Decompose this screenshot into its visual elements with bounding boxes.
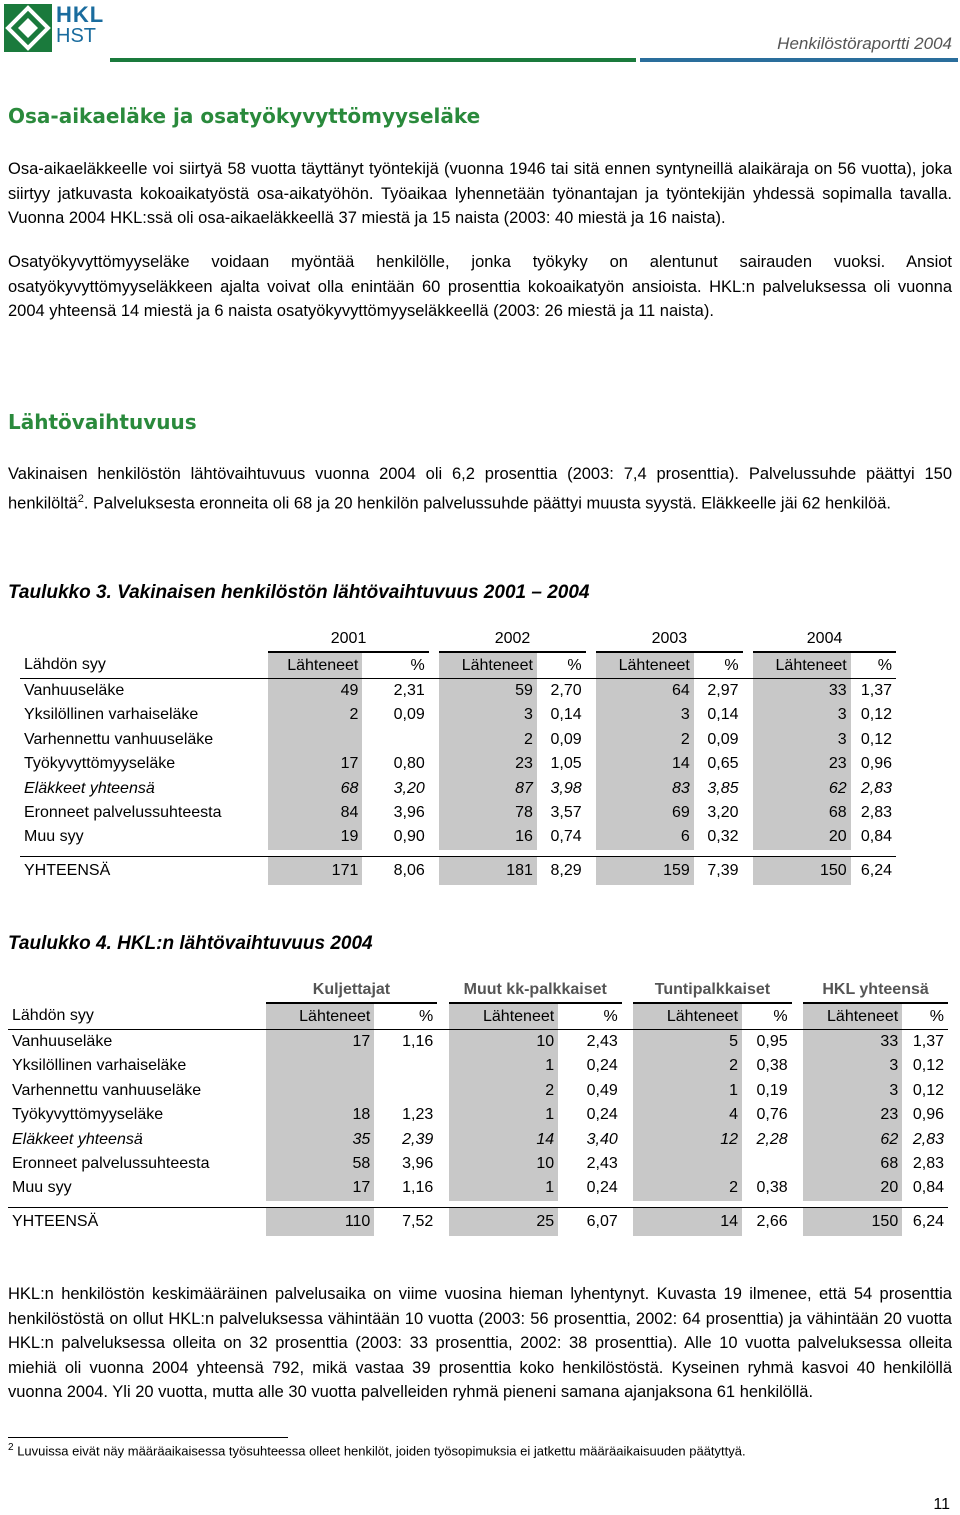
- row-label: Vanhuuseläke: [24, 681, 125, 699]
- col-header: Lähteneet: [449, 1003, 558, 1029]
- paragraph-service-time: HKL:n henkilöstön keskimääräinen palvelusaika on viime vuosina hieman lyhentynyt. Kuvasta 19 ilmenee, että 54 prosenttia henkilöstöstä on ollut HKL:n palveluksessa vähintään 10 vuotta (2003: 56 prosenttia, 2002: 64 prosenttia) ja vähintään 20 vuotta HKL:n palveluksessa olleita on 32 prosenttia (2003: 33 prosenttia, 2002: 38 prosenttia). Alle 10 vuotta palveluksessa olleita miehiä oli vuonna 2004 yhteensä 792, mikä vastaa 39 prosenttia koko henkilöstöstä. Kyseinen ryhmä kasvoi 40 henkilöllä vuonna 2004. Yli 20 vuotta, mutta alle 30 vuotta palvelleiden ryhmä pieneni samana ajanjaksona 61 henkilöllä.: [8, 1285, 952, 1401]
- page-number: 11: [933, 1496, 950, 1513]
- row-label: Muu syy: [12, 1179, 72, 1197]
- row-label: Varhennettu vanhuuseläke: [24, 730, 214, 748]
- col-header: %: [742, 1003, 792, 1029]
- column-gap: [586, 752, 597, 776]
- cell-count: [268, 728, 362, 752]
- cell-percent: 0,24: [586, 1179, 618, 1197]
- cell-percent: 0,24: [586, 1106, 618, 1124]
- column-gap: [622, 1029, 633, 1054]
- cell-count: [266, 1079, 375, 1103]
- cell-count: 19: [268, 825, 362, 849]
- cell-count: 23: [803, 1103, 902, 1127]
- cell-count: 2: [633, 1176, 742, 1200]
- column-gap: [429, 801, 440, 825]
- col-header: Lähteneet: [753, 652, 851, 678]
- cell-count: 1: [633, 1079, 742, 1103]
- table4-group-row: [8, 978, 948, 1003]
- column-gap: [586, 678, 597, 703]
- cell-count: [266, 1054, 375, 1078]
- column-gap: [792, 1152, 803, 1176]
- table4-group: Muut kk-palkkaiset: [449, 978, 622, 1003]
- column-gap: [429, 825, 440, 849]
- cell-count: 78: [439, 801, 537, 825]
- cell-count: 3: [803, 1079, 902, 1103]
- page-header: [0, 0, 960, 66]
- cell-percent: 6,24: [851, 856, 896, 885]
- column-gap: [743, 801, 754, 825]
- column-gap: [437, 1079, 448, 1103]
- cell-percent: 0,12: [912, 1057, 944, 1075]
- cell-percent: 0,96: [912, 1106, 944, 1124]
- cell-count: 14: [633, 1207, 742, 1236]
- logo-wordmark: [56, 4, 104, 46]
- cell-count: [633, 1152, 742, 1176]
- column-gap: [792, 1207, 803, 1236]
- column-gap: [622, 1079, 633, 1103]
- cell-percent: 0,74: [550, 828, 582, 846]
- row-label: Muu syy: [24, 828, 84, 846]
- cell-count: 68: [268, 776, 362, 800]
- table3-group: 2003: [596, 627, 742, 652]
- cell-percent: 1,23: [402, 1106, 434, 1124]
- cell-percent: 2,83: [860, 803, 892, 821]
- col-header: %: [902, 1003, 948, 1029]
- cell-count: 64: [596, 678, 694, 703]
- cell-percent: 2,31: [393, 681, 425, 699]
- cell-count: 110: [266, 1207, 375, 1236]
- logo-hst: HST: [56, 25, 96, 47]
- cell-count: 59: [439, 678, 537, 703]
- cell-count: 23: [753, 752, 851, 776]
- column-gap: [743, 728, 754, 752]
- column-gap: [792, 1029, 803, 1054]
- cell-percent: 0,14: [550, 706, 582, 724]
- cell-percent: 0,19: [756, 1081, 788, 1099]
- row-label: Vanhuuseläke: [12, 1032, 113, 1050]
- table3-group-row: [20, 627, 896, 652]
- column-gap: [622, 1103, 633, 1127]
- cell-percent: 2,83: [860, 779, 892, 797]
- cell-percent: 0,80: [393, 755, 425, 773]
- column-gap: [586, 703, 597, 727]
- cell-count: 159: [596, 856, 694, 885]
- table-row: [8, 1152, 948, 1176]
- cell-percent: 7,52: [374, 1207, 437, 1236]
- cell-percent: 3,96: [393, 803, 425, 821]
- cell-count: 12: [633, 1127, 742, 1151]
- cell-percent: 3,98: [550, 779, 582, 797]
- cell-percent: 0,09: [550, 730, 582, 748]
- row-label: Työkyvyttömyyseläke: [24, 755, 176, 773]
- cell-percent: 0,65: [707, 755, 739, 773]
- cell-percent: 3,57: [550, 803, 582, 821]
- row-label: Yksilöllinen varhaiseläke: [24, 706, 199, 724]
- cell-percent: 0,09: [393, 706, 425, 724]
- cell-count: 17: [266, 1029, 375, 1054]
- header-rule-blue: [640, 58, 958, 62]
- footnote-ref: 2: [77, 492, 84, 505]
- column-gap: [586, 825, 597, 849]
- table4-row-header: Lähdön syy: [8, 1003, 266, 1029]
- column-gap: [437, 1152, 448, 1176]
- cell-count: 20: [753, 825, 851, 849]
- column-gap: [437, 1029, 448, 1054]
- footnote-text: Luvuissa eivät näy määräaikaisessa työsuhteessa olleet henkilöt, joiden työsopimuksia ei jatkettu määräaikaisuuden päätyttyä.: [17, 1443, 746, 1459]
- column-gap: [622, 1152, 633, 1176]
- column-gap: [622, 1176, 633, 1200]
- row-label: Eläkkeet yhteensä: [24, 779, 155, 797]
- column-gap: [743, 825, 754, 849]
- cell-percent: 0,84: [912, 1179, 944, 1197]
- cell-count: 10: [449, 1152, 558, 1176]
- cell-percent: 3,40: [586, 1130, 618, 1148]
- cell-percent: 0,12: [860, 730, 892, 748]
- cell-count: 2: [439, 728, 537, 752]
- cell-percent: 0,90: [393, 828, 425, 846]
- column-gap: [586, 856, 597, 885]
- column-gap: [437, 1127, 448, 1151]
- table-row: [20, 776, 896, 800]
- column-gap: [743, 776, 754, 800]
- cell-count: 69: [596, 801, 694, 825]
- table-row: [8, 1054, 948, 1078]
- cell-percent: 0,38: [756, 1179, 788, 1197]
- table-row: [20, 825, 896, 849]
- cell-percent: 8,29: [537, 856, 586, 885]
- col-header: %: [374, 1003, 437, 1029]
- cell-count: 2: [596, 728, 694, 752]
- table-row: [20, 678, 896, 703]
- cell-count: 3: [753, 703, 851, 727]
- cell-percent: 6,24: [902, 1207, 948, 1236]
- cell-percent: 0,12: [912, 1081, 944, 1099]
- cell-percent: 3,96: [402, 1154, 434, 1172]
- cell-count: 10: [449, 1029, 558, 1054]
- cell-percent: 2,66: [742, 1207, 792, 1236]
- table3-group: 2004: [753, 627, 896, 652]
- cell-percent: 2,83: [912, 1154, 944, 1172]
- column-gap: [792, 1103, 803, 1127]
- cell-percent: 3,20: [707, 803, 739, 821]
- col-header: Lähteneet: [439, 652, 537, 678]
- cell-count: 171: [268, 856, 362, 885]
- cell-count: 18: [266, 1103, 375, 1127]
- cell-percent: 1,05: [550, 755, 582, 773]
- footnote: [8, 1442, 746, 1458]
- cell-count: 150: [753, 856, 851, 885]
- column-gap: [792, 1079, 803, 1103]
- cell-percent: 0,09: [707, 730, 739, 748]
- cell-percent: 2,70: [550, 681, 582, 699]
- row-label: Eläkkeet yhteensä: [12, 1130, 143, 1148]
- table-row: [20, 856, 896, 885]
- col-header: Lähteneet: [268, 652, 362, 678]
- cell-percent: [742, 1152, 792, 1176]
- cell-percent: 1,37: [912, 1032, 944, 1050]
- cell-percent: 1,16: [402, 1179, 434, 1197]
- column-gap: [437, 1176, 448, 1200]
- cell-percent: 0,76: [756, 1106, 788, 1124]
- cell-count: 25: [449, 1207, 558, 1236]
- table3-group: 2001: [268, 627, 428, 652]
- cell-count: 14: [596, 752, 694, 776]
- cell-percent: 2,43: [586, 1154, 618, 1172]
- cell-count: 1: [449, 1103, 558, 1127]
- cell-percent: 1,37: [860, 681, 892, 699]
- cell-percent: 0,38: [756, 1057, 788, 1075]
- cell-percent: 2,97: [707, 681, 739, 699]
- column-gap: [586, 801, 597, 825]
- row-label: Eronneet palvelussuhteesta: [24, 803, 222, 821]
- col-header: Lähteneet: [633, 1003, 742, 1029]
- cell-percent: 0,95: [756, 1032, 788, 1050]
- col-header: %: [851, 652, 896, 678]
- row-label: Työkyvyttömyyseläke: [12, 1106, 164, 1124]
- cell-percent: 0,84: [860, 828, 892, 846]
- cell-percent: 0,24: [586, 1057, 618, 1075]
- cell-percent: 0,96: [860, 755, 892, 773]
- cell-count: 2: [268, 703, 362, 727]
- report-title: Henkilöstöraportti 2004: [777, 34, 952, 53]
- column-gap: [437, 1207, 448, 1236]
- row-label: YHTEENSÄ: [8, 1207, 266, 1236]
- column-gap: [437, 1054, 448, 1078]
- cell-count: 3: [803, 1054, 902, 1078]
- cell-count: 3: [753, 728, 851, 752]
- paragraph-part-time-pension: Osa-aikaeläkkeelle voi siirtyä 58 vuotta täyttänyt työntekijä (vuonna 1946 tai sitä ennen syntyneillä alaikäraja on 56 vuotta), joka siirtyy jatkuvasta kokoaikatyöstä osa-aikatyöhön. Työaikaa lyhennetään työnantajan ja työntekijän yhdessä sopimalla tavalla. Vuonna 2004 HKL:ssä oli osa-aikaeläkkeellä 37 miestä ja 15 naista (2003: 40 miestä ja 16 naista).: [8, 160, 952, 227]
- cell-percent: 3,20: [393, 779, 425, 797]
- cell-count: 58: [266, 1152, 375, 1176]
- table-row: [8, 1029, 948, 1054]
- cell-percent: 2,43: [586, 1032, 618, 1050]
- column-gap: [622, 1054, 633, 1078]
- cell-count: 2: [449, 1079, 558, 1103]
- column-gap: [429, 776, 440, 800]
- cell-percent: 0,32: [707, 828, 739, 846]
- cell-count: 83: [596, 776, 694, 800]
- table-row: [20, 728, 896, 752]
- cell-count: 68: [753, 801, 851, 825]
- row-label: YHTEENSÄ: [20, 856, 268, 885]
- turnover-text-b: . Palveluksesta eronneita oli 68 ja 20 henkilön palvelussuhde päättyi muusta syystä. Eläkkeelle jäi 62 henkilöä.: [83, 494, 891, 512]
- cell-count: 6: [596, 825, 694, 849]
- col-header: Lähteneet: [266, 1003, 375, 1029]
- cell-count: 1: [449, 1176, 558, 1200]
- cell-count: 2: [633, 1054, 742, 1078]
- hkl-logo-icon: [4, 4, 52, 52]
- cell-count: 5: [633, 1029, 742, 1054]
- cell-count: 33: [753, 678, 851, 703]
- column-gap: [429, 703, 440, 727]
- cell-percent: 0,14: [707, 706, 739, 724]
- table4-header-row: [8, 1003, 948, 1029]
- table3: [20, 627, 896, 885]
- table3-header-row: [20, 652, 896, 678]
- cell-count: 1: [449, 1054, 558, 1078]
- col-header: %: [537, 652, 586, 678]
- table4-group: Kuljettajat: [266, 978, 438, 1003]
- cell-count: 68: [803, 1152, 902, 1176]
- column-gap: [437, 1103, 448, 1127]
- cell-count: 3: [439, 703, 537, 727]
- footnote-mark: 2: [8, 1442, 14, 1453]
- column-gap: [586, 728, 597, 752]
- cell-percent: 2,39: [402, 1130, 434, 1148]
- table-row: [8, 1176, 948, 1200]
- paragraph-disability-pension: Osatyökyvyttömyyseläke voidaan myöntää henkilölle, jonka työkyky on alentunut sairauden vuoksi. Ansiot osatyökyvyttömyyseläkkeen ajalta voivat olla enintään 60 prosenttia kokoaikatyön ansioista. HKL:n palveluksessa oli vuonna 2004 yhteensä 14 miestä ja 6 naista osatyökyvyttömyyseläkkeellä (2003: 26 miestä ja 11 naista).: [8, 253, 952, 320]
- cell-percent: 3,85: [707, 779, 739, 797]
- cell-percent: 6,07: [558, 1207, 622, 1236]
- cell-count: 17: [266, 1176, 375, 1200]
- table-row: [8, 1127, 948, 1151]
- cell-count: 150: [803, 1207, 902, 1236]
- column-gap: [743, 856, 754, 885]
- table4-caption: Taulukko 4. HKL:n lähtövaihtuvuus 2004: [8, 933, 373, 954]
- column-gap: [743, 752, 754, 776]
- row-label: Yksilöllinen varhaiseläke: [12, 1057, 187, 1075]
- cell-count: 3: [596, 703, 694, 727]
- column-gap: [743, 678, 754, 703]
- turnover-text-a: Vakinaisen henkilöstön lähtövaihtuvuus vuonna 2004 oli 6,2 prosenttia (2003: 7,4 prosenttia). Palvelussuhde päättyi 150 henkilöltä: [8, 465, 952, 512]
- column-gap: [792, 1176, 803, 1200]
- row-label: Eronneet palvelussuhteesta: [12, 1154, 210, 1172]
- table3-row-header: Lähdön syy: [20, 652, 268, 678]
- row-label: Varhennettu vanhuuseläke: [12, 1081, 202, 1099]
- table-row: [20, 703, 896, 727]
- col-header: Lähteneet: [596, 652, 694, 678]
- cell-count: 17: [268, 752, 362, 776]
- column-gap: [622, 1207, 633, 1236]
- cell-percent: 2,83: [912, 1130, 944, 1148]
- cell-percent: [362, 728, 428, 752]
- column-gap: [622, 1127, 633, 1151]
- column-gap: [743, 703, 754, 727]
- table-row: [20, 801, 896, 825]
- cell-percent: 0,49: [586, 1081, 618, 1099]
- cell-percent: 7,39: [694, 856, 743, 885]
- table3-group: 2002: [439, 627, 585, 652]
- column-gap: [429, 752, 440, 776]
- cell-percent: 8,06: [362, 856, 428, 885]
- table-row: [8, 1103, 948, 1127]
- header-rule-green: [110, 58, 636, 62]
- table-row: [20, 752, 896, 776]
- cell-count: 33: [803, 1029, 902, 1054]
- cell-count: 23: [439, 752, 537, 776]
- logo-hkl: HKL: [56, 2, 105, 27]
- cell-count: 4: [633, 1103, 742, 1127]
- table-row: [8, 1079, 948, 1103]
- column-gap: [792, 1054, 803, 1078]
- cell-count: 181: [439, 856, 537, 885]
- table-row: [8, 1207, 948, 1236]
- table3-caption: Taulukko 3. Vakinaisen henkilöstön lähtövaihtuvuus 2001 – 2004: [8, 582, 590, 603]
- column-gap: [429, 856, 440, 885]
- cell-percent: [374, 1054, 437, 1078]
- column-gap: [429, 678, 440, 703]
- cell-count: 62: [753, 776, 851, 800]
- col-header: %: [694, 652, 743, 678]
- cell-count: 62: [803, 1127, 902, 1151]
- cell-percent: 2,28: [756, 1130, 788, 1148]
- table4-group: HKL yhteensä: [803, 978, 948, 1003]
- paragraph-turnover: [8, 462, 952, 516]
- column-gap: [586, 776, 597, 800]
- cell-count: 84: [268, 801, 362, 825]
- cell-percent: 0,12: [860, 706, 892, 724]
- section-heading-pension: Osa-aikaeläke ja osatyökyvyttömyyseläke: [8, 104, 481, 128]
- col-header: %: [362, 652, 428, 678]
- cell-percent: 1,16: [402, 1032, 434, 1050]
- footnote-divider: [8, 1437, 288, 1438]
- section-heading-turnover: Lähtövaihtuvuus: [8, 410, 197, 434]
- column-gap: [792, 1127, 803, 1151]
- cell-count: 16: [439, 825, 537, 849]
- cell-count: 87: [439, 776, 537, 800]
- column-gap: [429, 728, 440, 752]
- cell-percent: [374, 1079, 437, 1103]
- cell-count: 35: [266, 1127, 375, 1151]
- col-header: %: [558, 1003, 622, 1029]
- cell-count: 14: [449, 1127, 558, 1151]
- table4: [8, 978, 948, 1236]
- col-header: Lähteneet: [803, 1003, 902, 1029]
- cell-count: 20: [803, 1176, 902, 1200]
- cell-count: 49: [268, 678, 362, 703]
- table4-group: Tuntipalkkaiset: [633, 978, 791, 1003]
